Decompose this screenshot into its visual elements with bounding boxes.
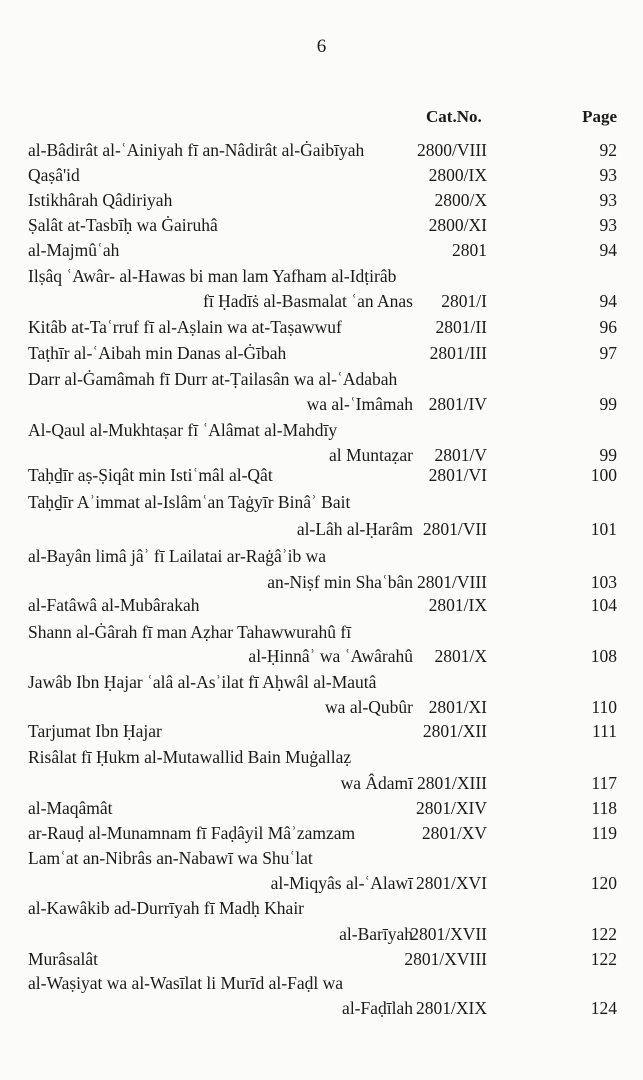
entry-page: 93	[599, 215, 617, 235]
catalog-entry	[0, 896, 643, 920]
entry-cat-no: 2801/V	[434, 445, 487, 465]
catalog-entry	[0, 367, 643, 391]
catalog-entry	[0, 341, 643, 365]
catalog-entry-continuation	[0, 517, 643, 541]
entry-page: 122	[590, 949, 617, 969]
entry-title: Lamʿat an-Nibrâs an-Nabawī wa Shuʿlat	[28, 848, 313, 868]
entry-cat-no: 2801/XIV	[416, 798, 487, 818]
entry-page: 118	[591, 798, 617, 818]
entry-title: Kitâb at-Taʿrruf fī al-Aṣlain wa at-Taṣawwuf	[28, 317, 342, 337]
entry-title: Ṣalât at-Tasbīḥ wa Ġairuhâ	[28, 215, 218, 235]
entry-page: 120	[590, 873, 617, 893]
entry-page: 97	[599, 343, 617, 363]
entry-page: 100	[590, 465, 617, 485]
entry-title: Istikhârah Qâdiriyah	[28, 190, 173, 210]
entry-title: Qaṣâ'id	[28, 165, 80, 185]
entry-cat-no: 2801/III	[429, 343, 487, 363]
catalog-entry	[0, 463, 643, 487]
entry-cat-no: 2801/VI	[428, 465, 487, 485]
entry-title: Taḥḏīr aṣ-Ṣiqât min Istiʿmâl al-Qât	[28, 465, 273, 485]
entry-title: Murâsalât	[28, 949, 98, 969]
entry-title: wa al-Qubûr	[325, 697, 413, 717]
catalog-entry-continuation	[0, 644, 643, 668]
entry-title: al-Maqâmât	[28, 798, 113, 818]
entry-title: Jawâb Ibn Ḥajar ʿalâ al-Asʾilat fī Aḥwâl al-Mautâ	[28, 672, 377, 692]
entry-title: Tarjumat Ibn Ḥajar	[28, 721, 162, 741]
entry-title: al-Majmûʿah	[28, 240, 120, 260]
entry-cat-no: 2801/IX	[428, 595, 487, 615]
catalog-entry	[0, 163, 643, 187]
catalog-entry	[0, 213, 643, 237]
entry-cat-no: 2800/VIII	[417, 140, 487, 160]
catalog-entry	[0, 670, 643, 694]
entry-title: al Muntaẓar	[328, 445, 413, 465]
entry-page: 117	[591, 773, 617, 793]
entry-title: al-Barīyah	[339, 924, 413, 944]
entry-title: al-Bayân limâ jâʾ fī Lailatai ar-Raġâʾib wa	[28, 546, 326, 566]
catalog-entry	[0, 593, 643, 617]
entry-cat-no: 2800/IX	[428, 165, 487, 185]
entry-title: Shann al-Ġârah fī man Aẓhar Tahawwurahû fī	[28, 622, 352, 642]
catalog-entry	[0, 490, 643, 514]
catalog-entry-continuation	[0, 695, 643, 719]
catalog-entry	[0, 821, 643, 845]
catalog-entry	[0, 745, 643, 769]
entry-page: 108	[590, 646, 617, 666]
entry-title: ar-Rauḍ al-Munamnam fī Faḍâyil Mâʾzamzam	[28, 823, 356, 843]
catalog-entry	[0, 846, 643, 870]
entry-cat-no: 2801/XI	[428, 697, 487, 717]
entry-title: al-Ḥinnâʾ wa ʿAwârahû	[248, 646, 413, 666]
entry-cat-no: 2801/XII	[422, 721, 487, 741]
page-number: 6	[316, 36, 327, 57]
entry-page: 93	[599, 165, 617, 185]
entry-title: an-Niṣf min Shaʿbân	[267, 572, 413, 592]
catalog-entry	[0, 947, 643, 971]
entry-page: 111	[592, 721, 617, 741]
catalog-entry-continuation	[0, 392, 643, 416]
entry-title: Darr al-Ġamâmah fī Durr at-Ṭailasân wa al-ʿAdabah	[28, 369, 398, 389]
entry-page: 101	[590, 519, 617, 539]
entry-page: 119	[591, 823, 617, 843]
catalog-entry	[0, 719, 643, 743]
entry-title: al-Faḍīlah	[342, 998, 413, 1018]
entry-title: wa al-ʿImâmah	[306, 394, 413, 414]
catalog-entry	[0, 238, 643, 262]
catalog-entry-continuation	[0, 871, 643, 895]
entry-title: al-Fatâwâ al-Mubârakah	[28, 595, 200, 615]
catalog-entry	[0, 188, 643, 212]
entry-title: al-Waṣiyat wa al-Wasīlat li Murīd al-Faḍl wa	[28, 973, 343, 993]
entry-cat-no: 2801/IV	[428, 394, 487, 414]
catalog-entry	[0, 315, 643, 339]
entry-page: 124	[590, 998, 617, 1018]
entry-title: al-Bâdirât al-ʿAiniyah fī an-Nâdirât al-Ġaibīyah	[28, 140, 365, 160]
entry-cat-no: 2801	[452, 240, 487, 260]
entry-page: 103	[590, 572, 617, 592]
entry-title: al-Kawâkib ad-Durrīyah fī Madḥ Khair	[28, 898, 305, 918]
entry-cat-no: 2800/X	[434, 190, 487, 210]
entry-page: 104	[590, 595, 617, 615]
entry-page: 93	[599, 190, 617, 210]
entry-page: 94	[599, 291, 617, 311]
entry-cat-no: 2801/II	[435, 317, 487, 337]
catalog-entry-continuation	[0, 771, 643, 795]
catalog-entry	[0, 796, 643, 820]
catalog-entry	[0, 138, 643, 162]
entry-page: 92	[599, 140, 617, 160]
catalog-entry	[0, 264, 643, 288]
entry-cat-no: 2801/XVI	[416, 873, 487, 893]
catalog-entry-continuation	[0, 570, 643, 594]
entry-cat-no: 2800/XI	[428, 215, 487, 235]
catalog-entry-continuation	[0, 922, 643, 946]
entry-title: Ilṣâq ʿAwâr- al-Hawas bi man lam Yafham al-Idṭirâb	[28, 266, 397, 286]
entry-title: al-Lâh al-Ḥarâm	[296, 519, 413, 539]
entry-title: Risâlat fī Ḥukm al-Mutawallid Bain Muġallaẓ	[28, 747, 352, 767]
entry-title: Taṭhīr al-ʿAibah min Danas al-Ġībah	[28, 343, 287, 363]
entry-title: Al-Qaul al-Mukhtaṣar fī ʿAlâmat al-Mahdīy	[28, 420, 338, 440]
column-header-cat-no: Cat.No.	[426, 107, 482, 126]
catalog-entry	[0, 620, 643, 644]
entry-page: 99	[599, 445, 617, 465]
entry-page: 94	[599, 240, 617, 260]
entry-page: 122	[590, 924, 617, 944]
entry-title: Taḥḏīr Aʾimmat al-Islâmʿan Taġyīr Binâʾ Bait	[28, 492, 351, 512]
entry-cat-no: 2801/XIX	[416, 998, 487, 1018]
catalog-entry	[0, 971, 643, 995]
entry-cat-no: 2801/XVIII	[404, 949, 487, 969]
entry-title: wa Âdamī	[340, 773, 413, 793]
entry-page: 99	[599, 394, 617, 414]
entry-title: al-Miqyâs al-ʿAlawī	[270, 873, 413, 893]
catalog-entry	[0, 544, 643, 568]
entry-page: 110	[591, 697, 617, 717]
entry-title: fī Ḥadīṡ al-Basmalat ʿan Anas	[203, 291, 413, 311]
column-header-page: Page	[582, 107, 617, 126]
entry-cat-no: 2801/VII	[422, 519, 487, 539]
entry-page: 96	[599, 317, 617, 337]
catalog-entry-continuation	[0, 289, 643, 313]
catalog-entry	[0, 418, 643, 442]
entry-cat-no: 2801/I	[441, 291, 487, 311]
entry-cat-no: 2801/X	[434, 646, 487, 666]
entry-cat-no: 2801/XIII	[417, 773, 487, 793]
entry-cat-no: 2801/XVII	[410, 924, 487, 944]
catalog-entry-continuation	[0, 996, 643, 1020]
entry-cat-no: 2801/XV	[421, 823, 487, 843]
entry-cat-no: 2801/VIII	[417, 572, 487, 592]
